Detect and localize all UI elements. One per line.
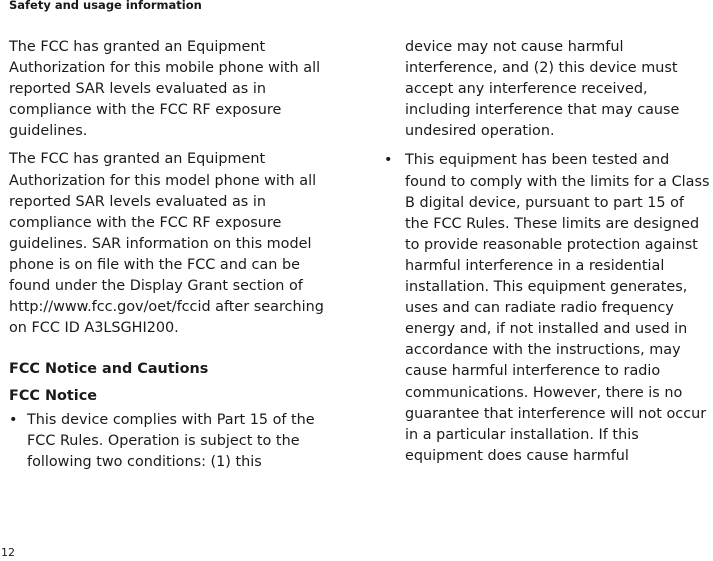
bullet-mark: • bbox=[384, 152, 393, 169]
sar-paragraph-1: The FCC has granted an Equipment Authorization for this mobile phone with all reported SAR levels evaluated as in compliance with the FCC RF exposure guidelines. bbox=[9, 39, 321, 140]
right-column bbox=[384, 37, 712, 467]
bullet-text: This equipment has been tested and found to comply with the limits for a Class B digital device, pursuant to part 15 of the FCC Rules. These limits are designed to provide reasonable protection against harmful interference in a residential installation. This equipment generates, uses and can radiate radio frequency energy and, if not installed and used in accordance with the instructions, may cause harmful interference to radio communications. However, there is no guarantee that interference will not occur in a particular installation. If this equipment does cause harmful bbox=[405, 152, 710, 464]
page-number: 12 bbox=[1, 546, 15, 559]
bullet-item-class-b bbox=[384, 150, 712, 466]
bullet-item-part15 bbox=[9, 410, 339, 473]
section-heading: FCC Notice and Cautions bbox=[9, 361, 209, 378]
bullet-mark: • bbox=[9, 411, 18, 428]
left-column bbox=[9, 37, 339, 473]
bullet-continuation: device may not cause harmful interference, and (2) this device must accept any interference received, including interference that may cause undesired operation. bbox=[405, 39, 680, 140]
sar-paragraph-2: The FCC has granted an Equipment Authorization for this model phone with all reported SAR levels evaluated as in compliance with the FCC RF exposure guidelines. SAR information on this model phone is on file with the FCC and can be found under the Display Grant section of http://www.fcc.gov/oet/fccid after searching on FCC ID A3LSGHI200. bbox=[9, 151, 324, 337]
subsection-heading: FCC Notice bbox=[9, 388, 97, 405]
running-header: Safety and usage information bbox=[9, 0, 202, 12]
bullet-text: This device complies with Part 15 of the FCC Rules. Operation is subject to the following two conditions: (1) this bbox=[27, 411, 315, 470]
